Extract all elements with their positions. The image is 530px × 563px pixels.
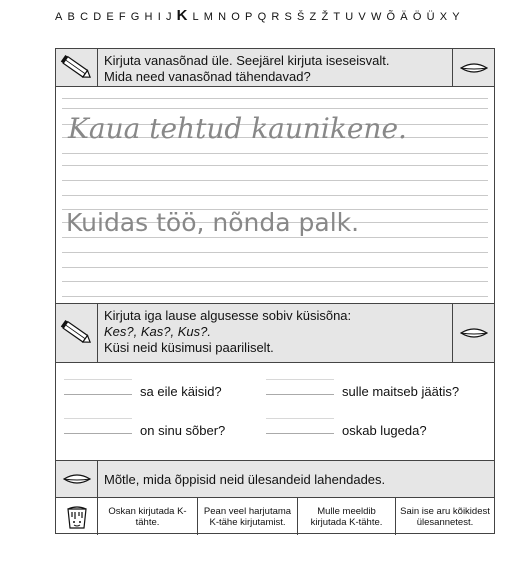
alphabet-letter: B (67, 11, 75, 23)
task2-instruction (104, 308, 448, 356)
task1-instruction-line1: Kirjuta vanasõnad üle. Seejärel kirjuta iseseisvalt. (104, 53, 390, 68)
question-item (64, 423, 225, 438)
handwriting-area[interactable] (56, 87, 494, 303)
eval-option[interactable]: Pean veel harjutama K-tähe kirjutamist. (198, 498, 298, 535)
alphabet-letter: E (106, 11, 114, 23)
alphabet-letter: Õ (386, 11, 396, 23)
question-text: on sinu sõber? (140, 423, 226, 438)
question-text: sa eile käisid? (140, 384, 222, 399)
alphabet-letter: K (176, 7, 188, 24)
alphabet-letter: Ü (426, 11, 435, 23)
alphabet-letter: T (333, 11, 341, 23)
alphabet-strip (55, 7, 500, 24)
question-item (64, 384, 222, 399)
proverb2-text: Kuidas töö, nõnda palk. (66, 208, 360, 237)
pencil-icon (56, 49, 98, 86)
alphabet-letter: I (157, 11, 161, 23)
worksheet-frame (55, 48, 495, 534)
alphabet-letter: O (231, 11, 240, 23)
alphabet-letter: X (439, 11, 448, 23)
alphabet-letter: U (345, 11, 354, 23)
proverb1-text: Kaua tehtud kaunikene. (68, 112, 407, 145)
alphabet-letter: M (203, 11, 213, 23)
alphabet-letter: J (165, 11, 172, 23)
reflection-text: Mõtle, mida õppisid neid ülesandeid lahendades. (104, 472, 386, 487)
alphabet-letter: V (358, 11, 366, 23)
alphabet-letter: Z (309, 11, 317, 23)
self-evaluation-row (56, 498, 494, 535)
alphabet-letter: Ä (400, 11, 408, 23)
task2-instruction-line1: Kirjuta iga lause algusesse sobiv küsisõna: (104, 308, 352, 323)
task1-instruction (104, 53, 448, 85)
mouth-icon (56, 461, 98, 497)
task2-instruction-line2: Kes?, Kas?, Kus?. (104, 324, 211, 339)
eval-option[interactable]: Mulle meeldib kirjutada K-tähte. (298, 498, 396, 535)
pencil-icon (56, 304, 98, 362)
alphabet-letter: Y (452, 11, 460, 23)
answer-blank[interactable] (266, 433, 334, 434)
alphabet-letter: R (271, 11, 280, 23)
alphabet-letter: S (284, 11, 292, 23)
alphabet-letter: A (55, 11, 63, 23)
alphabet-letter: Ž (321, 11, 329, 23)
reflection-header (56, 461, 494, 498)
eval-option[interactable]: Sain ise aru kõikidest ülesannetest. (400, 505, 490, 528)
alphabet-letter: C (80, 11, 89, 23)
task1-header (56, 49, 494, 87)
alphabet-letter: W (370, 11, 382, 23)
alphabet-letter: N (218, 11, 227, 23)
task1-instruction-line2: Mida need vanasõnad tähendavad? (104, 69, 311, 84)
question-area (56, 363, 494, 461)
question-text: sulle maitseb jäätis? (342, 384, 460, 399)
answer-blank[interactable] (64, 433, 132, 434)
question-item (266, 423, 427, 438)
alphabet-letter: Ö (412, 11, 422, 23)
alphabet-letter: F (118, 11, 126, 23)
task2-header (56, 303, 494, 363)
alphabet-letter: G (130, 11, 140, 23)
alphabet-letter: L (192, 11, 199, 23)
answer-blank[interactable] (64, 394, 132, 395)
alphabet-letter: H (144, 11, 153, 23)
mouth-icon (452, 304, 494, 362)
answer-blank[interactable] (266, 394, 334, 395)
alphabet-letter: Q (257, 11, 267, 23)
alphabet-letter: P (245, 11, 253, 23)
paint-bucket-icon (56, 498, 98, 535)
question-text: oskab lugeda? (342, 423, 427, 438)
question-item (266, 384, 459, 399)
task2-instruction-line3: Küsi neid küsimusi paariliselt. (104, 340, 274, 355)
alphabet-letter: Š (296, 11, 305, 23)
alphabet-letter: D (93, 11, 102, 23)
eval-option[interactable]: Oskan kirjutada K-tähte. (98, 498, 198, 535)
mouth-icon (452, 49, 494, 86)
